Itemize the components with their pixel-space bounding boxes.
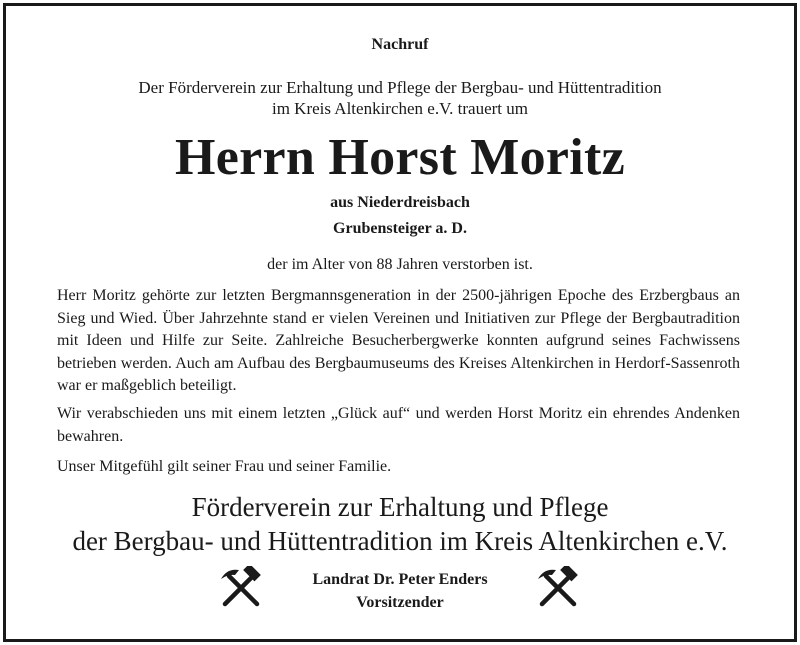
body-paragraph-2: Wir verabschieden uns mit einem letzten „Glück auf“ und werden Horst Moritz ein ehrendes Andenken bewahren. — [57, 405, 740, 445]
deceased-rank: Grubensteiger a. D. — [333, 220, 467, 237]
organization-line-2: der Bergbau- und Hüttentradition im Kreis Altenkirchen e.V. — [72, 526, 728, 556]
signer-role: Vorsitzender — [356, 594, 444, 611]
organization-line-1: Förderverein zur Erhaltung und Pflege — [191, 492, 609, 522]
deceased-origin: aus Niederdreisbach — [330, 194, 470, 211]
age-line: der im Alter von 88 Jahren verstorben ist. — [267, 256, 533, 273]
hammer-and-pick-icon — [536, 566, 580, 610]
notice-heading: Nachruf — [371, 36, 429, 53]
body-paragraph-1: Herr Moritz gehörte zur letzten Bergmannsgeneration in der 2500-jährigen Epoche des Erzbergbaus an Sieg und Wied. Über Jahrzehnte stand er vielen Vereinen und Initiativen zur Pflege der Bergbautradition mit Ideen und Hilfe zur Seite. Zahlreiche Besucherbergwerke konnten aufgrund seines Fachwissens betrieben werden. Auch am Aufbau des Bergbaumuseums des Kreises Altenkirchen in Herdorf-Sassenroth war er maßgeblich beteiligt. — [57, 287, 740, 394]
deceased-name: Herrn Horst Moritz — [174, 129, 626, 186]
body-paragraph-3: Unser Mitgefühl gilt seiner Frau und seiner Familie. — [57, 458, 392, 475]
signer-name: Landrat Dr. Peter Enders — [312, 571, 488, 588]
intro-line-1: Der Förderverein zur Erhaltung und Pflege der Bergbau- und Hüttentradition — [138, 78, 662, 97]
intro-line-2: im Kreis Altenkirchen e.V. trauert um — [271, 99, 529, 118]
